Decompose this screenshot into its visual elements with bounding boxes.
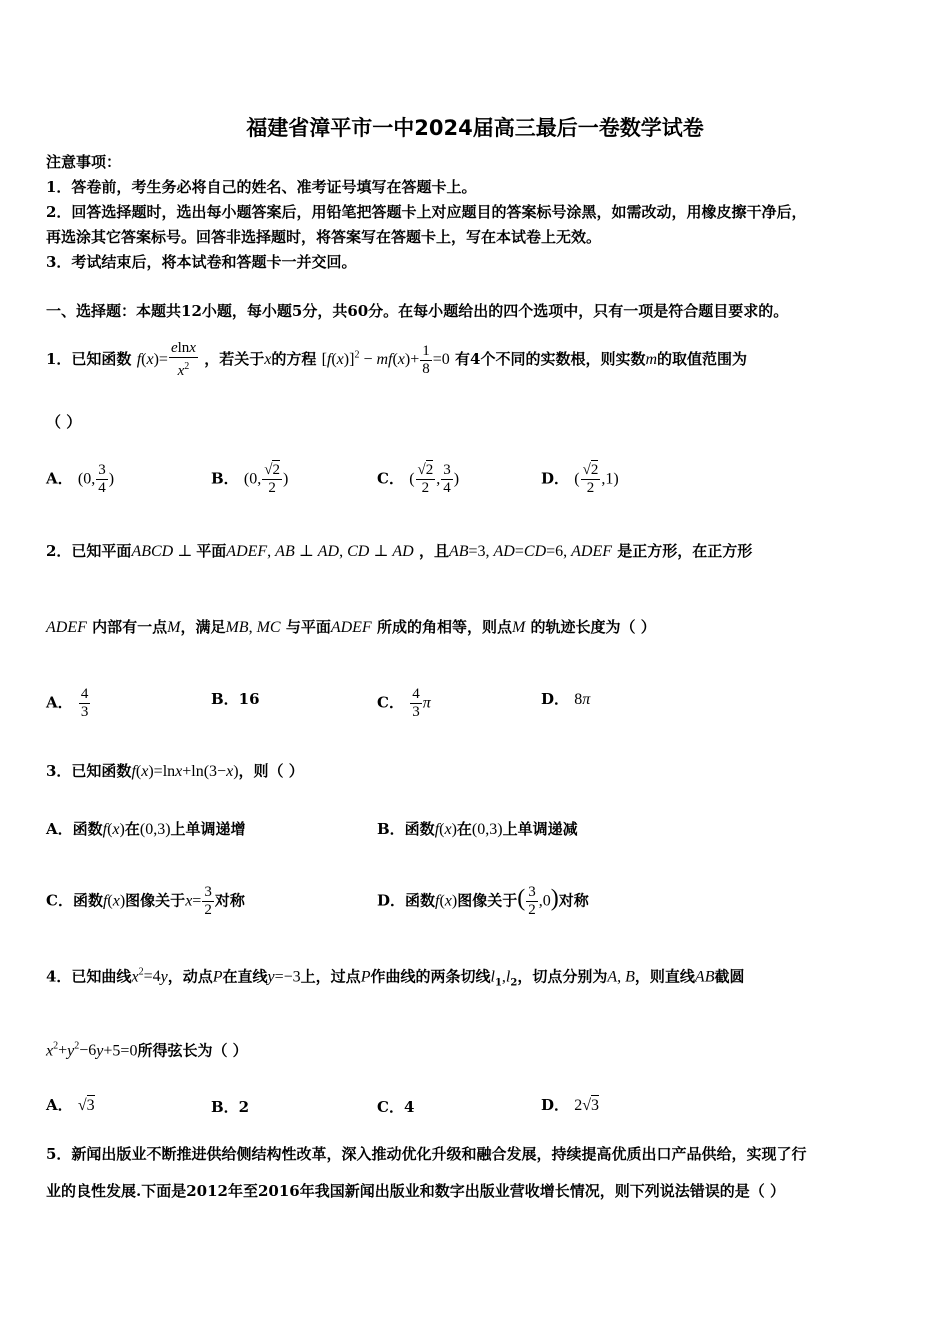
q2-option-d[interactable]: D． 8π <box>541 690 591 708</box>
q4-option-c[interactable]: C．4 <box>377 1098 415 1116</box>
question-3: 3．已知函数f(x)=lnx+ln(3−x)，则（ ） <box>46 762 304 780</box>
q1-option-a[interactable]: A． (0, $\frac{3}{4}$ ) <box>46 462 115 496</box>
q2-option-a[interactable]: A． $\frac{4}{3}$ <box>46 686 89 720</box>
q4-option-a[interactable]: A． √3 <box>46 1096 95 1114</box>
notice-heading: 注意事项： <box>46 153 122 171</box>
page-title: 福建省漳平市一中2024届高三最后一卷数学试卷 <box>246 116 704 140</box>
q2-option-b[interactable]: B．16 <box>211 690 260 708</box>
q3-option-a[interactable]: A．函数f(x)在(0,3)上单调递增 <box>46 820 246 838</box>
question-2-cont: ADEF 内部有一点M，满足MB, MC 与平面ADEF 所成的角相等，则点M 的轨迹长度为（ ） <box>46 618 656 636</box>
notice-item-2-cont: 再选涂其它答案标号。回答非选择题时，将答案写在答题卡上，写在本试卷上无效。 <box>46 228 602 246</box>
q4-option-b[interactable]: B．2 <box>211 1098 250 1116</box>
question-2: 2．已知平面ABCD ⊥ 平面ADEF, AB ⊥ AD, CD ⊥ AD ，且AB=3, AD=CD=6, ADEF 是正方形，在正方形 <box>46 542 753 560</box>
question-1-bracket: （ ） <box>46 413 82 431</box>
q3-option-c[interactable]: C．函数f(x)图像关于x= $\frac{3}{2}$ 对称 <box>46 884 245 918</box>
notice-item-1: 1．答卷前，考生务必将自己的姓名、准考证号填写在答题卡上。 <box>46 178 477 196</box>
q1-option-d[interactable]: D． ( $\frac{√2}{2}$ ,1) <box>541 462 619 496</box>
question-5-cont: 业的良性发展.下面是2012年至2016年我国新闻出版业和数字出版业营收增长情况，则下列说法错误的是（ ） <box>46 1182 785 1200</box>
section-heading: 一、选择题：本题共12小题，每小题5分，共60分。在每小题给出的四个选项中，只有一项是符合题目要求的。 <box>46 302 789 320</box>
q1-option-c[interactable]: C． ( $\frac{√2}{2}$ , $\frac{3}{4}$ ) <box>377 462 460 496</box>
q3-option-b[interactable]: B．函数f(x)在(0,3)上单调递减 <box>377 820 578 838</box>
notice-item-3: 3．考试结束后，将本试卷和答题卡一并交回。 <box>46 253 357 271</box>
q3-option-d[interactable]: D．函数f(x)图像关于( $\frac{3}{2}$ ,0)对称 <box>377 884 589 918</box>
q1-option-b[interactable]: B． (0, $\frac{√2}{2}$ ) <box>211 462 289 496</box>
q2-option-c[interactable]: C． $\frac{4}{3}$ π <box>377 686 431 720</box>
question-4: 4．已知曲线$x^2=4y$，动点P在直线y=−3上，过点P作曲线的两条切线$l_1,l_2$，切点分别为A, B，则直线AB截圆 <box>46 967 745 989</box>
question-5: 5．新闻出版业不断推进供给侧结构性改革，深入推动优化升级和融合发展，持续提高优质出口产品供给，实现了行 <box>46 1145 807 1163</box>
notice-item-2: 2．回答选择题时，选出每小题答案后，用铅笔把答题卡上对应题目的答案标号涂黑，如需改动，用橡皮擦干净后， <box>46 203 807 221</box>
question-4-cont: $x^2+y^2-6y+5=0$所得弦长为（ ） <box>46 1041 248 1060</box>
question-1: 1．已知函数 f(x)= $\frac{elnx}{x^2}$ ，若关于x的方程 $[f(x)]^2 - mf(x)+$ $\frac{1}{8}$ =0 有4个不同的实数根，则实数m的取值范围为 <box>46 340 748 379</box>
q4-option-d[interactable]: D． 2√3 <box>541 1096 600 1114</box>
